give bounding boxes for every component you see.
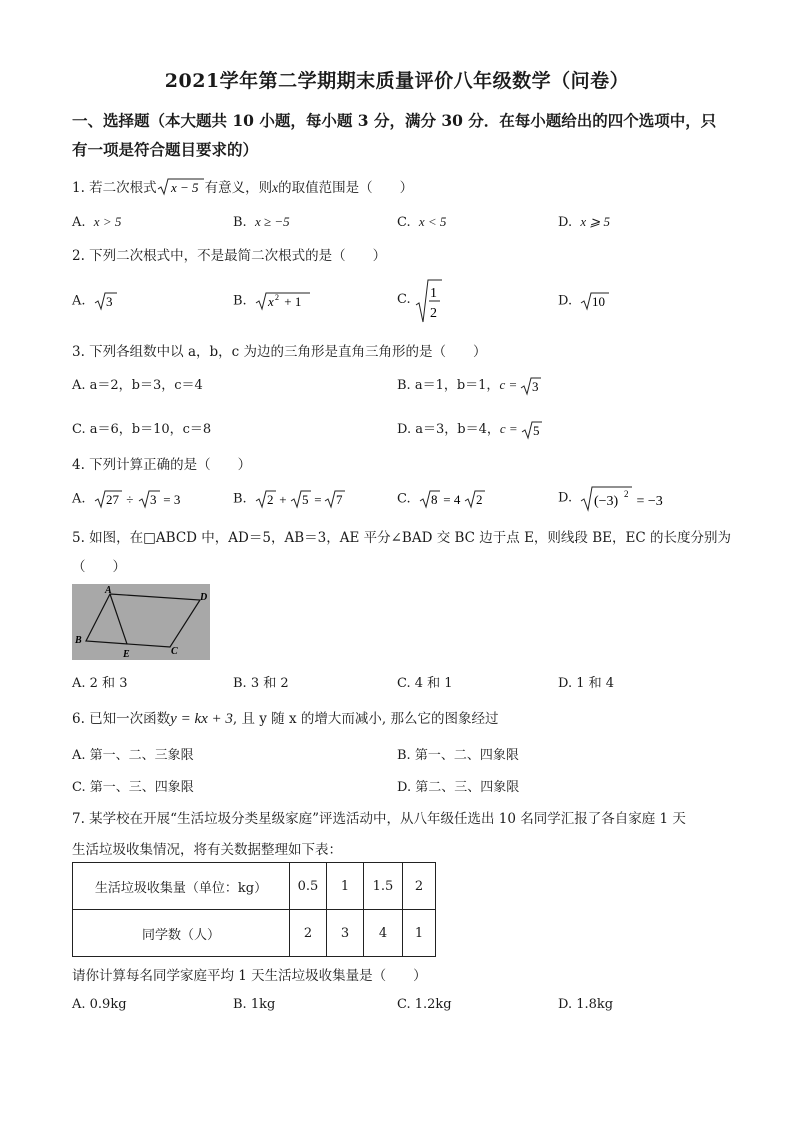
q3-option-a[interactable]: A. a＝2，b＝3，c＝4 xyxy=(72,378,203,393)
q1-radical xyxy=(157,177,205,201)
table-cell: 1 xyxy=(327,863,364,910)
question-2-stem: 2. 下列二次根式中，不是最简二次根式的是（ ） xyxy=(72,248,387,264)
q6-option-c[interactable]: C. 第一、三、四象限 xyxy=(72,780,194,795)
q4-option-a-label: A. xyxy=(72,491,86,507)
q1-var: x xyxy=(272,180,279,195)
q4-a-eq: = 3 xyxy=(159,492,181,507)
question-6-stem xyxy=(72,707,498,728)
q6-option-a[interactable]: A. 第一、二、三象限 xyxy=(72,748,194,763)
q4-b-r3: 7 xyxy=(335,492,343,507)
q7-option-d[interactable]: D. 1.8kg xyxy=(558,997,614,1012)
q4-b-r2: 5 xyxy=(301,492,309,507)
q5-option-c[interactable]: C. 4 和 1 xyxy=(397,676,453,691)
q4-b-op: + xyxy=(275,492,290,507)
table-row xyxy=(73,910,436,957)
q2-d-radicand: 10 xyxy=(592,294,606,309)
table-header-cell: 生活垃圾收集量（单位：kg） xyxy=(73,863,290,910)
q3-d-c: c = xyxy=(499,421,521,436)
q1-option-d-text: x ⩾ 5 xyxy=(580,214,611,229)
q4-d-inner: (−3) xyxy=(594,494,619,509)
q4-option-a[interactable] xyxy=(72,488,182,510)
q2-option-a[interactable] xyxy=(72,290,118,312)
q1-option-a-label: A. xyxy=(72,215,86,230)
q6-option-d[interactable]: D. 第二、三、四象限 xyxy=(397,780,520,795)
q4-d-exp: 2 xyxy=(624,489,629,499)
page-title: 2021学年第二学期期末质量评价八年级数学（问卷） xyxy=(164,70,630,92)
table-cell: 2 xyxy=(403,863,436,910)
q1-mid: 有意义，则 xyxy=(204,180,273,196)
q3-b-pre: B. a＝1，b＝1， xyxy=(397,378,500,393)
q1-option-d-label: D. xyxy=(558,215,573,230)
table-cell: 1.5 xyxy=(364,863,403,910)
q1-radicand: x − 5 xyxy=(170,179,199,195)
q4-a-r1: 27 xyxy=(105,492,119,507)
q4-d-eq: = −3 xyxy=(633,494,664,509)
q6-pre: 6. 已知一次函数 xyxy=(72,711,171,727)
q6-post: , 且 y 随 x 的增大而减小, 那么它的图象经过 xyxy=(232,711,499,727)
q4-c-eq: = 4 xyxy=(439,492,461,507)
q2-option-b-label: B. xyxy=(233,293,247,309)
q2-b-base: x xyxy=(267,294,274,309)
q2-option-b-radical xyxy=(255,290,311,312)
q2-option-d-label: D. xyxy=(558,293,573,309)
q4-b-r1: 2 xyxy=(266,492,274,507)
q1-option-b-text: x ≥ −5 xyxy=(254,214,290,229)
q2-option-a-label: A. xyxy=(72,293,86,309)
q3-option-b[interactable] xyxy=(397,374,542,397)
question-7-stem-line1: 7. 某学校在开展“生活垃圾分类星级家庭”评选活动中，从八年级任选出 10 名同学汇报了各自家庭 1 天 xyxy=(72,811,686,827)
q2-option-a-radical xyxy=(94,290,118,312)
q2-b-rest: + 1 xyxy=(280,294,302,309)
vertex-label-a: A xyxy=(105,585,112,596)
table-cell: 2 xyxy=(290,910,327,957)
q1-option-c-text: x < 5 xyxy=(418,214,447,229)
table-cell: 1 xyxy=(403,910,436,957)
q4-option-c-expr xyxy=(419,488,489,510)
q1-option-b[interactable] xyxy=(233,214,290,230)
table-cell: 4 xyxy=(364,910,403,957)
q4-option-b-expr xyxy=(255,488,347,510)
table-header-cell: 同学数（人） xyxy=(73,910,290,957)
q4-option-c-label: C. xyxy=(397,491,411,507)
q3-option-d[interactable] xyxy=(397,418,543,441)
q1-option-c[interactable] xyxy=(397,214,446,230)
q4-c-r1: 8 xyxy=(430,492,438,507)
q2-c-den: 2 xyxy=(429,306,437,321)
vertex-label-c: C xyxy=(171,646,178,657)
q4-option-d-expr xyxy=(580,484,680,512)
q4-a-op: ÷ xyxy=(122,492,137,507)
q3-d-radicand: 5 xyxy=(532,422,540,438)
q3-d-radical xyxy=(521,419,543,441)
q3-b-radical xyxy=(520,375,542,397)
q4-option-b[interactable] xyxy=(233,488,347,510)
section-header-line2: 有一项是符合题目要求的） xyxy=(72,140,259,159)
q1-option-d[interactable] xyxy=(558,214,610,230)
q1-option-a-text: x > 5 xyxy=(93,214,122,229)
q4-option-b-label: B. xyxy=(233,491,247,507)
q6-option-b[interactable]: B. 第一、二、四象限 xyxy=(397,748,519,763)
question-7-prompt: 请你计算每名同学家庭平均 1 天生活垃圾收集量是（ ） xyxy=(72,968,427,984)
q5-option-d[interactable]: D. 1 和 4 xyxy=(558,676,615,691)
q7-option-a[interactable]: A. 0.9kg xyxy=(72,997,127,1012)
q3-d-pre: D. a＝3，b＝4， xyxy=(397,422,500,437)
vertex-label-d: D xyxy=(200,592,208,603)
question-4-stem: 4. 下列计算正确的是（ ） xyxy=(72,457,252,473)
q4-a-r2: 3 xyxy=(149,492,157,507)
q1-option-b-label: B. xyxy=(233,215,247,230)
q3-option-c[interactable]: C. a＝6，b＝10，c＝8 xyxy=(72,422,212,437)
q4-c-r2: 2 xyxy=(475,492,483,507)
question-1-stem xyxy=(72,176,413,201)
table-cell: 0.5 xyxy=(290,863,327,910)
q2-a-radicand: 3 xyxy=(105,294,113,309)
section-header-line1: 一、选择题（本大题共 10 小题，每小题 3 分，满分 30 分．在每小题给出的四个选项中，只 xyxy=(72,111,717,130)
q4-option-c[interactable] xyxy=(397,488,489,510)
q1-pre: 1. 若二次根式 xyxy=(72,180,157,196)
table-row xyxy=(73,863,436,910)
q3-b-radicand: 3 xyxy=(532,378,539,394)
question-5-stem-line1: 5. 如图，在□ABCD 中，AD＝5，AB＝3，AE 平分∠BAD 交 BC 边于点 E，则线段 BE，EC 的长度分别为 xyxy=(72,530,731,546)
q6-formula: y = kx + 3 xyxy=(170,711,233,727)
q7-option-c[interactable]: C. 1.2kg xyxy=(397,997,452,1012)
q1-option-c-label: C. xyxy=(397,215,411,230)
q2-option-c[interactable] xyxy=(397,278,443,324)
q1-post: 的取值范围是（ ） xyxy=(278,180,414,196)
parallelogram-figure xyxy=(72,584,210,660)
vertex-label-b: B xyxy=(75,635,82,646)
q3-b-c: c = xyxy=(499,377,521,392)
garbage-data-table xyxy=(72,862,436,957)
q5-option-a[interactable]: A. 2 和 3 xyxy=(72,676,128,691)
q7-option-b[interactable]: B. 1kg xyxy=(233,997,276,1012)
q2-option-b[interactable] xyxy=(233,290,311,312)
vertex-label-e: E xyxy=(123,649,130,660)
q1-option-a[interactable] xyxy=(72,214,121,230)
question-3-stem: 3. 下列各组数中以 a，b，c 为边的三角形是直角三角形的是（ ） xyxy=(72,344,487,360)
question-7-stem-line2: 生活垃圾收集情况，将有关数据整理如下表： xyxy=(72,842,342,858)
parallelogram-diagram xyxy=(72,584,210,660)
q4-option-a-expr xyxy=(94,488,182,510)
q5-option-b[interactable]: B. 3 和 2 xyxy=(233,676,289,691)
q2-option-c-label: C. xyxy=(397,292,411,307)
q2-option-c-radical xyxy=(415,278,443,324)
q2-c-num: 1 xyxy=(429,286,437,301)
q4-b-eq: = xyxy=(310,492,325,507)
q2-option-d[interactable] xyxy=(558,290,610,312)
q4-option-d[interactable] xyxy=(558,484,680,512)
q2-option-d-radical xyxy=(580,290,610,312)
q4-option-d-label: D. xyxy=(558,490,573,506)
question-5-stem-line2: （ ） xyxy=(72,559,126,575)
table-cell: 3 xyxy=(327,910,364,957)
q2-b-exp: 2 xyxy=(274,293,279,302)
